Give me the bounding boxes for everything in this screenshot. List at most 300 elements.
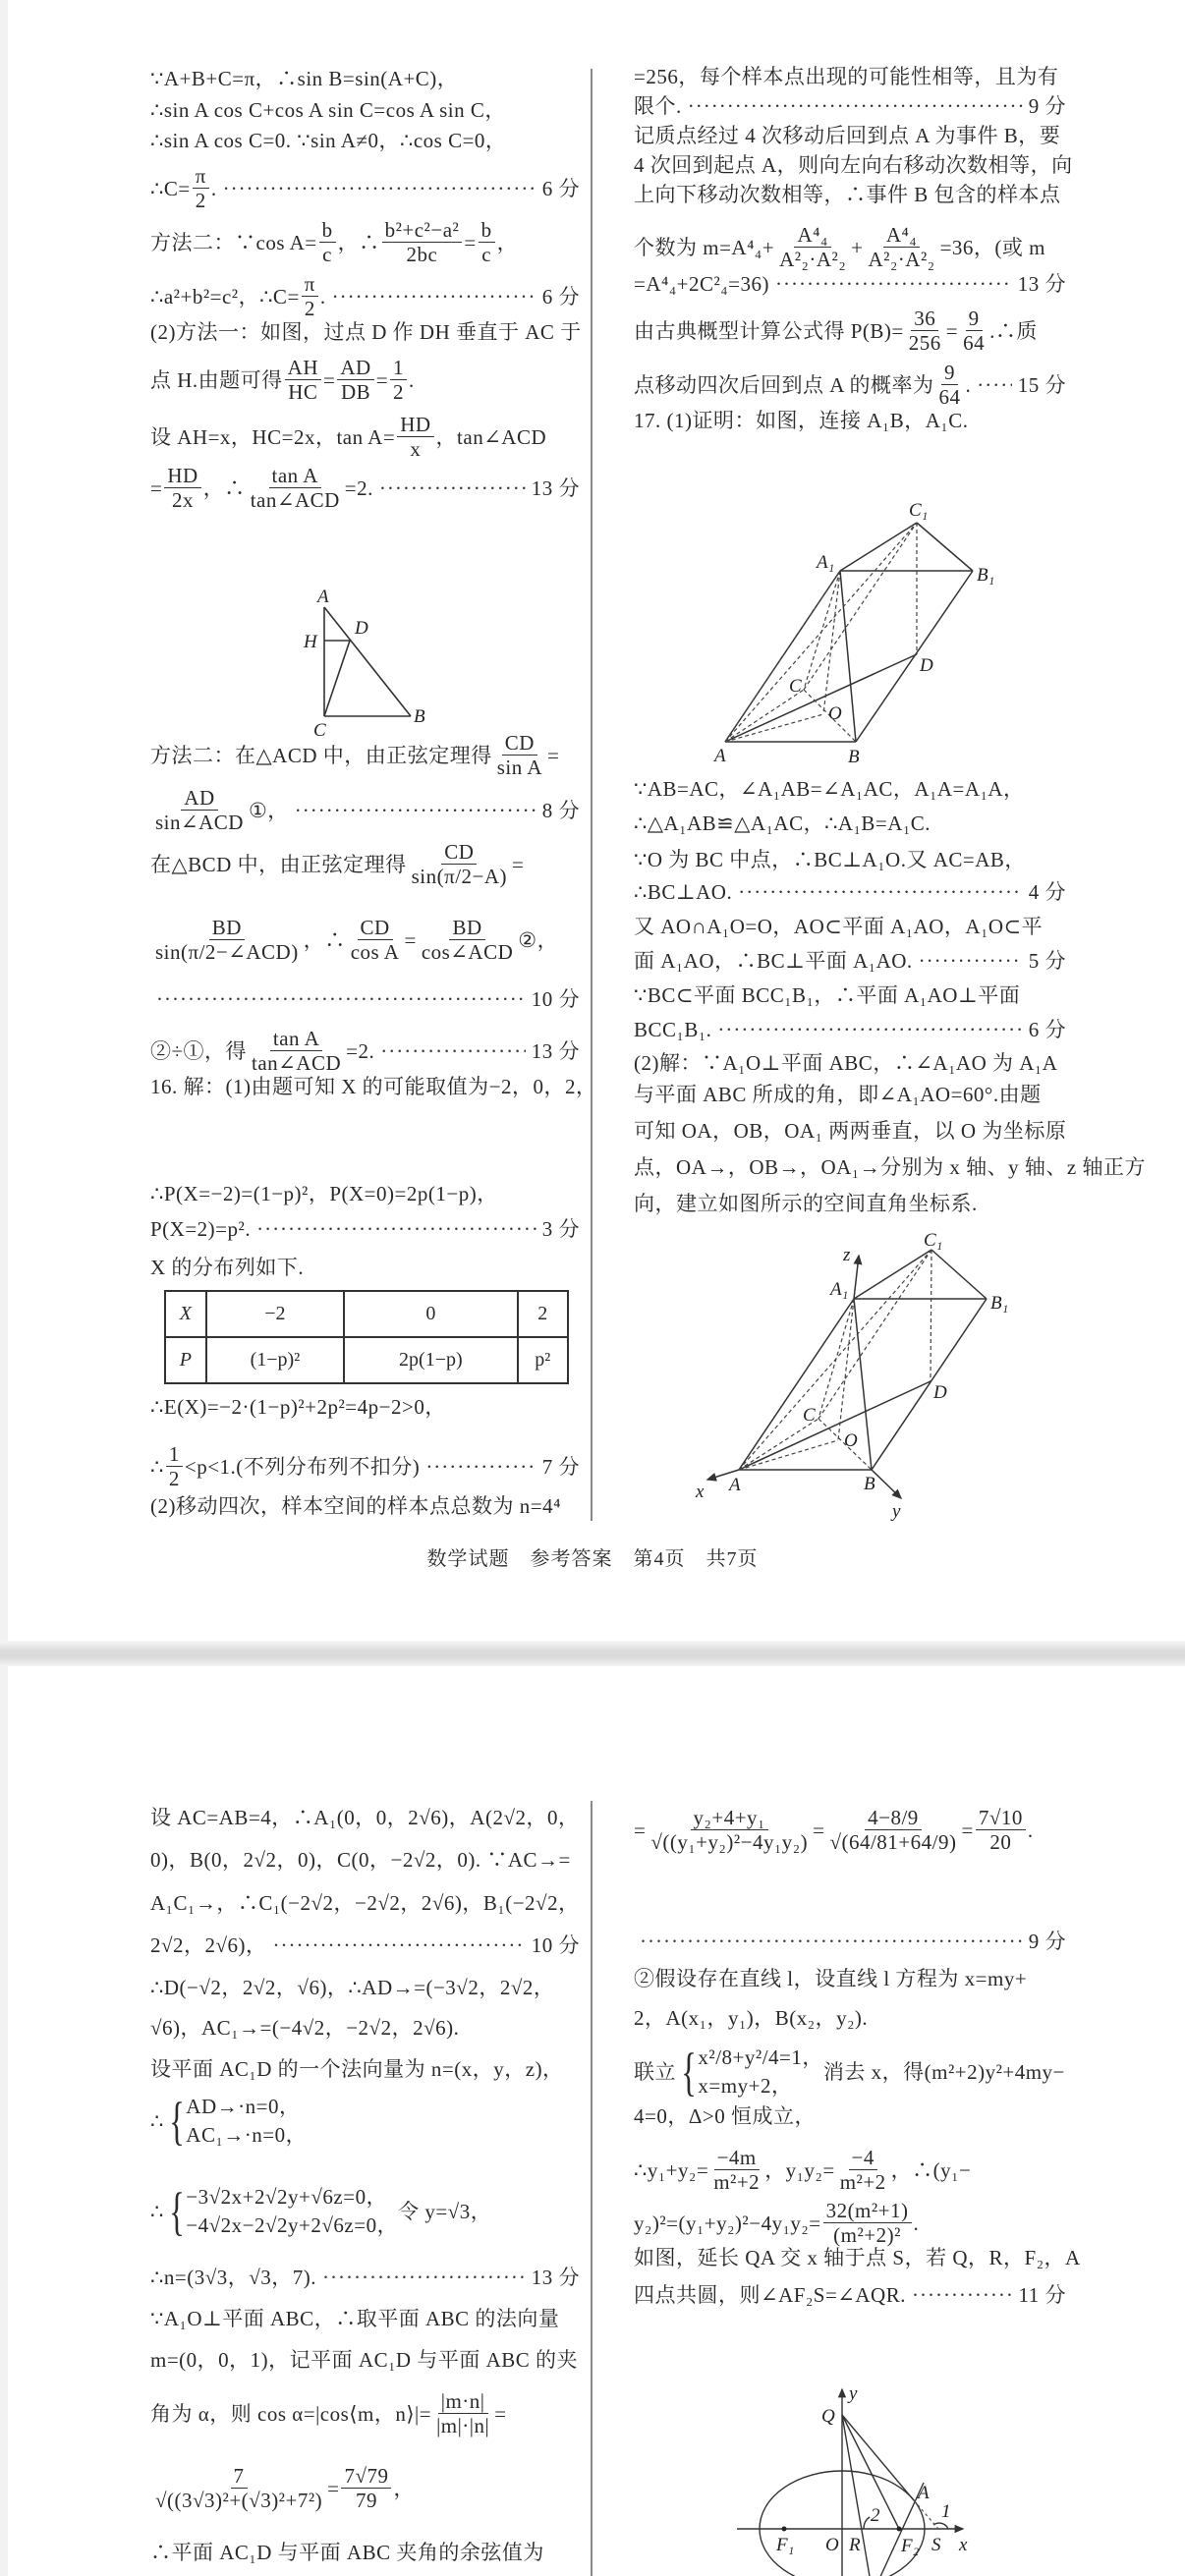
fraction bbox=[710, 2146, 762, 2194]
line-text: 面 A₁AO，∴BC⊥平面 A₁AO. bbox=[634, 949, 913, 973]
fraction-numerator: AH bbox=[285, 356, 321, 380]
line-text: 点移动四次后回到点 A 的概率为 bbox=[634, 372, 934, 397]
line-text: ①， bbox=[248, 798, 289, 822]
fraction-numerator: AD bbox=[337, 356, 373, 380]
line-text: ②， bbox=[518, 927, 559, 952]
line-text: =2. bbox=[344, 476, 373, 500]
fraction-denominator: 64 bbox=[963, 331, 986, 355]
line-text: <p<1.(不列分布列不扣分) bbox=[184, 1454, 421, 1479]
score-label: 13 分 bbox=[531, 2266, 580, 2289]
text-line bbox=[634, 981, 1066, 1009]
label-x: x bbox=[696, 1482, 705, 1502]
line-text: ∴sin A cos C+cos A sin C=cos A sin C， bbox=[150, 98, 506, 122]
line-text: = bbox=[945, 318, 959, 343]
fraction bbox=[837, 2146, 889, 2194]
line-text: = bbox=[494, 2401, 507, 2426]
fraction-numerator: |m·n| bbox=[438, 2389, 488, 2414]
fraction bbox=[337, 356, 373, 404]
fraction-denominator: 2bc bbox=[406, 243, 438, 266]
text-line bbox=[634, 2146, 1066, 2194]
text-line bbox=[634, 775, 1066, 803]
fraction-denominator: 2 bbox=[168, 1467, 180, 1490]
fraction bbox=[906, 307, 944, 355]
text-line bbox=[150, 2264, 580, 2291]
score-label: 6 分 bbox=[541, 176, 580, 200]
text-line bbox=[150, 164, 580, 212]
leader-dots bbox=[688, 92, 1023, 120]
fraction-denominator: 2 bbox=[304, 297, 315, 320]
text-line bbox=[634, 1117, 1066, 1145]
fraction bbox=[152, 2464, 325, 2512]
leader-dots bbox=[223, 175, 536, 202]
line-text: √6)，AC₁→=(−4√2，−2√2，2√6). bbox=[150, 2016, 460, 2040]
line-text: 16. 解：(1)由题可知 X 的可能取值为−2，0，2， bbox=[150, 1075, 597, 1098]
line-text: 2，A(x₁，y₁)，B(x₂，y₂). bbox=[634, 2006, 869, 2030]
label-c1: C₁ bbox=[924, 1230, 943, 1251]
line-text: 方法二：∵cos A= bbox=[150, 230, 317, 254]
text-line bbox=[634, 2244, 1081, 2271]
label-f2: F₂ bbox=[901, 2536, 920, 2556]
line-text: ∵BC⊂平面 BCC₁B₁，∴平面 A₁AO⊥平面 bbox=[634, 983, 1021, 1007]
text-line bbox=[634, 223, 1066, 271]
label-b1: B₁ bbox=[977, 565, 995, 586]
label-r: R bbox=[849, 2535, 861, 2555]
fraction-numerator: 32(m²+1) bbox=[823, 2199, 912, 2223]
label-a: A bbox=[729, 1475, 741, 1495]
line-text: . bbox=[210, 176, 217, 200]
line-text: = bbox=[150, 476, 163, 500]
text-line bbox=[634, 2004, 1066, 2032]
text-line bbox=[634, 92, 1066, 120]
text-line bbox=[150, 1889, 580, 1917]
leader-dots bbox=[775, 270, 1012, 298]
line-text: 方法二：在△ACD 中，由正弦定理得 bbox=[150, 743, 492, 767]
text-line bbox=[150, 1254, 580, 1281]
score-label: 8 分 bbox=[541, 798, 580, 822]
line-text: ∴BC⊥AO. bbox=[634, 880, 733, 904]
fraction-numerator: tan A bbox=[270, 1027, 322, 1051]
line-text: 点，OA→，OB→，OA₁→分别为 x 轴、y 轴、z 轴正方 bbox=[634, 1155, 1146, 1179]
label-z: z bbox=[843, 1245, 851, 1265]
text-line bbox=[634, 1965, 1066, 1992]
y-axis bbox=[872, 1470, 901, 1498]
text-line bbox=[150, 786, 580, 834]
line-text: y₂)²=(y₁+y₂)²−4y₁y₂= bbox=[634, 2211, 821, 2235]
line-text: 可知 OA，OB，OA₁ 两两垂直，以 O 为坐标原 bbox=[634, 1119, 1067, 1143]
text-line bbox=[634, 2044, 1066, 2100]
line-text: ∴ bbox=[150, 1454, 164, 1479]
line-text: = bbox=[813, 1818, 825, 1842]
table-cell: 2 bbox=[518, 1291, 568, 1337]
score-label: 13 分 bbox=[531, 1038, 580, 1063]
line-text: ②÷①，得 bbox=[150, 1038, 248, 1063]
label-a: A bbox=[317, 587, 329, 607]
z-axis bbox=[854, 1256, 859, 1299]
line-text: 上向下移动次数相等，∴事件 B 包含的样本点 bbox=[634, 183, 1061, 206]
line-text: = bbox=[375, 367, 389, 392]
equation-row: −4√2x−2√2y+2√6z=0， bbox=[186, 2213, 399, 2237]
fraction-numerator: AD bbox=[181, 786, 217, 811]
score-label: 13 分 bbox=[1017, 272, 1066, 296]
fraction bbox=[348, 916, 403, 964]
line-text: . bbox=[319, 284, 326, 308]
label-q: Q bbox=[821, 2406, 835, 2427]
line-text: ∵O 为 BC 中点，∴BC⊥A₁O.又 AC=AB， bbox=[634, 848, 1026, 871]
fraction-numerator: −4m bbox=[714, 2146, 760, 2170]
equation-system bbox=[164, 2183, 398, 2240]
fraction bbox=[382, 218, 463, 266]
line-text: ∴n=(3√3，√3，7). bbox=[150, 2266, 316, 2289]
line-text: ，∴(y₁− bbox=[890, 2157, 972, 2182]
fraction-denominator: 256 bbox=[908, 331, 941, 355]
line-text: = bbox=[547, 743, 560, 767]
leader-dots bbox=[380, 1037, 526, 1065]
fraction-numerator: 4−8/9 bbox=[865, 1806, 922, 1830]
line-text: ，tan∠ACD bbox=[435, 424, 547, 449]
line-text: = bbox=[327, 2476, 340, 2500]
text-line bbox=[634, 1190, 1066, 1217]
text-line bbox=[150, 1974, 580, 2001]
line-text: ∵A+B+C=π，∴sin B=sin(A+C)， bbox=[150, 67, 459, 90]
line-text: 联立 bbox=[634, 2060, 676, 2084]
line-text: 17. (1)证明：如图，连接 A₁B，A₁C. bbox=[634, 409, 969, 432]
fraction-denominator: √((y₁+y₂)²−4y₁y₂) bbox=[650, 1830, 809, 1854]
text-line bbox=[150, 1846, 580, 1874]
fraction-numerator: tan A bbox=[269, 464, 321, 488]
fraction bbox=[248, 464, 343, 512]
fraction-denominator: sin∠ACD bbox=[155, 811, 244, 834]
line-text: ∴sin A cos C=0. ∵sin A≠0，∴cos C=0， bbox=[150, 129, 507, 152]
text-line bbox=[150, 272, 580, 320]
fraction-numerator: b²+c²−a² bbox=[382, 218, 463, 243]
table-cell: 0 bbox=[344, 1291, 517, 1337]
fraction-numerator: CD bbox=[441, 840, 477, 865]
column-divider bbox=[591, 69, 592, 1521]
leader-dots bbox=[156, 985, 526, 1013]
line-text: 限个. bbox=[634, 94, 682, 118]
text-line bbox=[150, 318, 580, 346]
label-b: B bbox=[864, 1474, 875, 1494]
line-text: .∴质 bbox=[989, 318, 1038, 343]
score-label: 10 分 bbox=[531, 1933, 580, 1957]
line-text: 角为 α，则 cos α=|cos⟨m，n⟩|= bbox=[150, 2401, 432, 2426]
text-line bbox=[634, 846, 1066, 873]
text-line bbox=[150, 1393, 580, 1421]
leader-dots bbox=[717, 1016, 1022, 1043]
label-x: x bbox=[959, 2535, 968, 2555]
fraction-denominator: A²₂·A²₂ bbox=[779, 248, 847, 271]
text-line bbox=[150, 464, 580, 512]
line-text: (2)移动四次，样本空间的样本点总数为 n=4⁴ bbox=[150, 1494, 561, 1518]
text-line bbox=[150, 1180, 580, 1207]
fraction-denominator: m²+2 bbox=[839, 2170, 886, 2194]
line-text: 4=0，Δ>0 恒成立， bbox=[634, 2104, 816, 2128]
score-label: 10 分 bbox=[531, 987, 580, 1011]
text-line bbox=[634, 947, 1066, 975]
text-line bbox=[634, 63, 1066, 90]
line-text: ∵A₁O⊥平面 ABC，∴取平面 ABC 的法向量 bbox=[150, 2307, 560, 2330]
line-text: 由古典概型计算公式得 P(B)= bbox=[634, 318, 904, 343]
label-d: D bbox=[920, 655, 933, 676]
page-gap bbox=[0, 1641, 1185, 1666]
fraction-numerator: b bbox=[319, 218, 336, 243]
fraction-denominator: 2 bbox=[195, 189, 206, 212]
line-text: 又 AO∩A₁O=O，AO⊂平面 A₁AO，A₁O⊂平 bbox=[634, 915, 1044, 938]
fraction-denominator: 64 bbox=[938, 385, 961, 409]
line-text: BCC₁B₁. bbox=[634, 1018, 712, 1041]
line-text: = bbox=[323, 367, 336, 392]
distribution-table bbox=[164, 1290, 569, 1384]
fraction-denominator: sin(π/2−∠ACD) bbox=[155, 940, 299, 964]
text-line bbox=[634, 1153, 1146, 1181]
fraction-numerator: BD bbox=[209, 916, 245, 940]
line-text: 个数为 m=A⁴₄+ bbox=[634, 235, 775, 259]
table-row bbox=[165, 1337, 568, 1383]
label-c1: C₁ bbox=[909, 500, 929, 521]
label-1: 1 bbox=[941, 2501, 951, 2522]
text-line bbox=[150, 731, 580, 779]
line-text: 设 AC=AB=4，∴A₁(0，0，2√6)，A(2√2，0， bbox=[150, 1806, 580, 1829]
label-b: B bbox=[414, 706, 425, 727]
fraction-denominator: 79 bbox=[355, 2489, 377, 2512]
text-line bbox=[150, 1027, 580, 1075]
line-text: (2)解：∵A₁O⊥平面 ABC，∴∠A₁AO 为 A₁A bbox=[634, 1051, 1058, 1075]
line-text: m=(0，0，1)，记平面 AC₁D 与平面 ABC 的夹 bbox=[150, 2348, 579, 2372]
line-text: = bbox=[404, 927, 417, 952]
line-text: 四点共圆，则∠AF₂S=∠AQR. bbox=[634, 2283, 906, 2307]
fraction-numerator: −4 bbox=[849, 2146, 877, 2170]
line-text: 与平面 ABC 所成的角，即∠A₁AO=60°.由题 bbox=[634, 1083, 1042, 1106]
label-o: O bbox=[844, 1430, 858, 1451]
table-cell: −2 bbox=[206, 1291, 344, 1337]
table-cell: P bbox=[165, 1337, 206, 1383]
line-text: 2√2，2√6)， bbox=[150, 1933, 267, 1957]
line-text: ，∴ bbox=[337, 230, 380, 254]
line-text: . bbox=[409, 367, 415, 392]
label-b: B bbox=[848, 747, 860, 766]
line-text: 记质点经过 4 次移动后回到点 A 为事件 B，要 bbox=[634, 124, 1061, 147]
label-d: D bbox=[933, 1382, 947, 1403]
line-text: 设平面 AC₁D 的一个法向量为 n=(x，y，z)， bbox=[150, 2057, 564, 2081]
line-text: 消去 x，得(m²+2)y²+4my− bbox=[822, 2060, 1065, 2084]
fraction-denominator: c bbox=[481, 243, 492, 266]
fraction bbox=[249, 1027, 344, 1075]
line-text: = bbox=[961, 1818, 974, 1842]
fraction-denominator: 20 bbox=[989, 1830, 1012, 1854]
text-line bbox=[150, 2093, 580, 2150]
leader-dots bbox=[273, 1932, 526, 1959]
text-line bbox=[634, 2199, 1066, 2247]
line-text: = bbox=[634, 1818, 647, 1842]
edge-cd bbox=[324, 641, 350, 716]
fraction bbox=[193, 164, 209, 212]
fraction-numerator: 7 bbox=[231, 2464, 248, 2489]
fraction-denominator: c bbox=[322, 243, 332, 266]
text-line bbox=[150, 985, 580, 1013]
text-line bbox=[150, 2389, 580, 2437]
leader-dots bbox=[912, 2281, 1013, 2309]
line-text: 4 次回到起点 A，则向左向右移动次数相等，向 bbox=[634, 153, 1073, 177]
fraction-denominator: m²+2 bbox=[713, 2170, 761, 2194]
leader-dots bbox=[379, 475, 526, 502]
line-text: ∴y₁+y₂= bbox=[634, 2157, 709, 2182]
text-line bbox=[634, 1016, 1066, 1043]
leader-dots bbox=[919, 947, 1023, 975]
line-text: ∵AB=AC，∠A₁AB=∠A₁AC，A₁A=A₁A， bbox=[634, 777, 1025, 801]
label-h: H bbox=[304, 632, 317, 652]
line-text: A₁C₁→，∴C₁(−2√2，−2√2，2√6)，B₁(−2√2， bbox=[150, 1891, 580, 1915]
fraction-numerator: HD bbox=[397, 413, 433, 437]
text-line bbox=[634, 151, 1073, 179]
line-text: ∴ bbox=[150, 2109, 164, 2133]
label-o: O bbox=[828, 703, 842, 724]
text-line bbox=[150, 1804, 580, 1831]
ellipse-figure bbox=[727, 2368, 983, 2576]
text-line bbox=[634, 810, 1066, 837]
line-text: ②假设存在直线 l，设直线 l 方程为 x=my+ bbox=[634, 1967, 1028, 1990]
prism-figure-1 bbox=[688, 496, 1012, 766]
fraction-numerator: y₂+4+y₁ bbox=[691, 1806, 768, 1830]
leader-dots bbox=[295, 797, 536, 824]
line-text: ，∴ bbox=[303, 927, 346, 952]
text-line bbox=[150, 1215, 580, 1243]
text-line bbox=[150, 1442, 580, 1490]
fraction-numerator: 1 bbox=[390, 356, 407, 380]
label-c: C bbox=[803, 1405, 816, 1426]
page-footer: 数学试题 参考答案 第4页 共7页 bbox=[426, 1548, 759, 1570]
text-line bbox=[634, 1928, 1066, 1955]
line-text: . bbox=[1027, 1818, 1034, 1842]
text-line bbox=[150, 2014, 580, 2042]
brace-icon: { bbox=[681, 2043, 698, 2101]
fraction-denominator: √(64/81+64/9) bbox=[829, 1830, 957, 1854]
fraction bbox=[479, 218, 495, 266]
table-cell: p² bbox=[518, 1337, 568, 1383]
fraction bbox=[152, 786, 247, 834]
score-label: 9 分 bbox=[1028, 1930, 1066, 1953]
fraction-numerator: π bbox=[302, 272, 318, 297]
fraction bbox=[419, 916, 516, 964]
fraction bbox=[319, 218, 336, 266]
label-a: A bbox=[918, 2483, 930, 2503]
label-f1: F₁ bbox=[776, 2535, 795, 2555]
text-line bbox=[150, 2464, 580, 2512]
line-text: ∴△A₁AB≌△A₁AC，∴A₁B=A₁C. bbox=[634, 812, 931, 835]
fraction-denominator: sin(π/2−A) bbox=[411, 865, 508, 888]
equation-row: AC₁→·n=0， bbox=[186, 2123, 308, 2147]
line-text: . bbox=[965, 372, 972, 397]
line-text: 在△BCD 中，由正弦定理得 bbox=[150, 852, 407, 876]
fraction bbox=[494, 731, 545, 779]
text-line bbox=[634, 2281, 1066, 2309]
fraction-numerator: 9 bbox=[941, 361, 958, 385]
label-b1: B₁ bbox=[990, 1293, 1009, 1314]
fraction-denominator: sin A bbox=[496, 756, 543, 779]
prism-figure-2 bbox=[688, 1228, 1022, 1523]
text-line bbox=[150, 1932, 580, 1959]
line-text: ， bbox=[496, 230, 519, 254]
text-line bbox=[150, 356, 580, 404]
text-line bbox=[634, 307, 1066, 355]
fraction bbox=[433, 2389, 492, 2437]
fraction-numerator: HD bbox=[164, 464, 200, 488]
fraction-denominator: DB bbox=[340, 380, 371, 404]
fraction-denominator: tan∠ACD bbox=[250, 488, 340, 512]
equation-row: AD→·n=0， bbox=[186, 2095, 301, 2118]
fraction-numerator: A⁴₄ bbox=[794, 223, 830, 248]
fraction bbox=[164, 464, 200, 512]
line-text: ，y₁y₂= bbox=[764, 2157, 835, 2182]
score-label: 5 分 bbox=[1028, 949, 1066, 973]
label-a: A bbox=[714, 746, 726, 766]
line-text: ∴D(−√2，2√2，√6)，∴AD→=(−3√2，2√2， bbox=[150, 1976, 555, 1999]
fraction-denominator: 2 bbox=[393, 380, 405, 404]
equation-row: −3√2x+2√2y+√6z=0， bbox=[186, 2185, 388, 2209]
triangle-figure bbox=[285, 586, 442, 743]
line-text: ∴P(X=−2)=(1−p)²，P(X=0)=2p(1−p)， bbox=[150, 1182, 498, 1205]
score-label: 6 分 bbox=[541, 284, 580, 308]
text-line bbox=[634, 1081, 1066, 1108]
label-y: y bbox=[849, 2383, 858, 2404]
fraction-numerator: 7√79 bbox=[341, 2464, 391, 2489]
text-line bbox=[634, 1049, 1066, 1077]
text-line bbox=[634, 2102, 1066, 2130]
text-line bbox=[150, 65, 580, 92]
fraction bbox=[152, 916, 302, 964]
label-a1: A₁ bbox=[830, 1279, 849, 1300]
fraction-numerator: 36 bbox=[911, 307, 938, 331]
score-label: 6 分 bbox=[1028, 1018, 1066, 1041]
fraction-denominator: tan∠ACD bbox=[252, 1051, 342, 1075]
line-text: 如图，延长 QA 交 x 轴于点 S，若 Q，R，F₂，A bbox=[634, 2246, 1081, 2269]
text-line bbox=[150, 840, 580, 888]
label-c: C bbox=[313, 720, 326, 741]
score-label: 11 分 bbox=[1018, 2283, 1066, 2307]
score-label: 15 分 bbox=[1017, 372, 1066, 397]
fraction bbox=[960, 307, 988, 355]
fraction-numerator: CD bbox=[358, 916, 393, 940]
text-line bbox=[634, 1806, 1066, 1854]
leader-dots bbox=[977, 371, 1011, 399]
fraction bbox=[166, 1442, 183, 1490]
fraction bbox=[302, 272, 318, 320]
line-text: + bbox=[851, 235, 864, 259]
label-2: 2 bbox=[871, 2505, 880, 2526]
label-s: S bbox=[931, 2535, 941, 2555]
fraction-numerator: 1 bbox=[166, 1442, 183, 1467]
label-d: D bbox=[355, 618, 368, 639]
line-text: ∴E(X)=−2·(1−p)²+2p²=4p−2>0， bbox=[150, 1395, 446, 1419]
line-text: =2. bbox=[346, 1038, 375, 1063]
line-text: =256，每个样本点出现的可能性相等，且为有 bbox=[634, 65, 1059, 88]
line-text: . bbox=[913, 2211, 920, 2235]
brace-icon: { bbox=[169, 2182, 186, 2241]
label-a1: A₁ bbox=[817, 552, 835, 573]
line-text: =A⁴₄+2C²₄=36) bbox=[634, 272, 769, 296]
leader-dots bbox=[256, 1215, 536, 1243]
fraction bbox=[866, 223, 938, 271]
leader-dots bbox=[738, 878, 1023, 906]
score-label: 9 分 bbox=[1028, 94, 1066, 118]
table-row bbox=[165, 1291, 568, 1337]
fraction-denominator: HC bbox=[288, 380, 318, 404]
line-text: 向，建立如图所示的空间直角坐标系. bbox=[634, 1192, 978, 1215]
text-line bbox=[150, 2539, 580, 2566]
score-label: 3 分 bbox=[541, 1217, 580, 1241]
fraction bbox=[409, 840, 510, 888]
line-text: P(X=2)=p². bbox=[150, 1217, 252, 1241]
fraction-numerator: b bbox=[479, 218, 495, 243]
